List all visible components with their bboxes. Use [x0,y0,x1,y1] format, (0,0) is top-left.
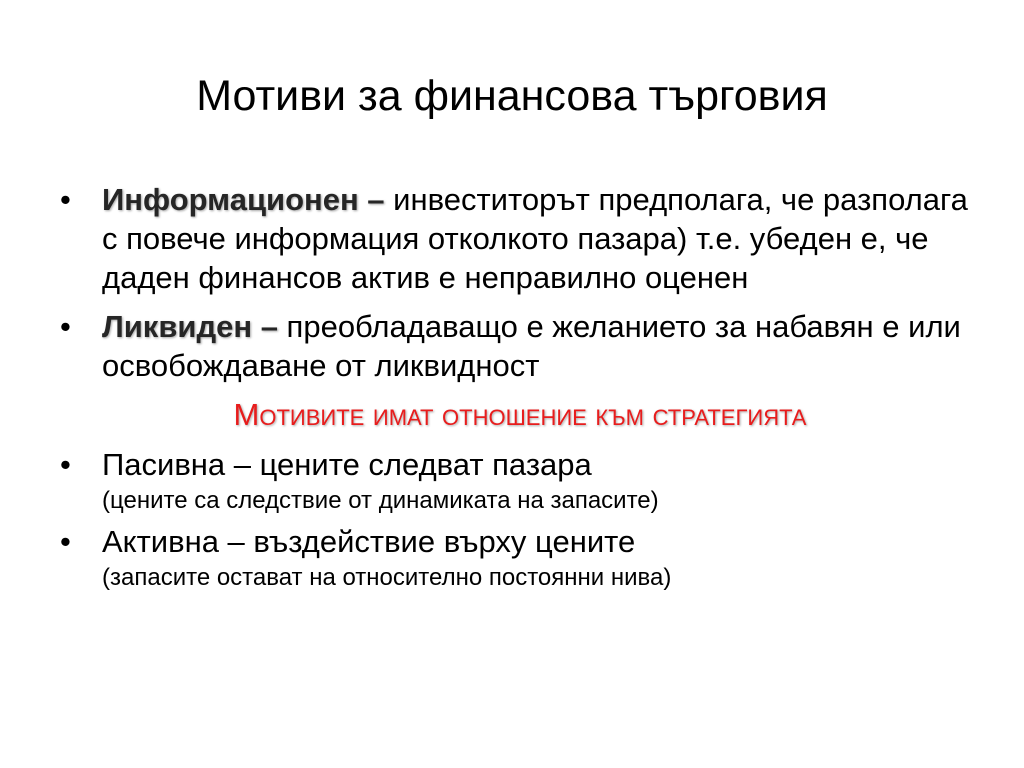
bullet-term: Ликвиден – [102,309,278,344]
bullet-text: инвеститорът предполага, че разполага с повече информация отколкото пазара) т.е. убеден е, че даден финансов актив е неправилно оценен [102,182,968,295]
slide-title: Мотиви за финансова търговия [196,72,828,120]
bullet-list [60,180,980,595]
bullet-text: преобладаващо е желанието за набавян е или освобождаване от ликвидност [102,309,961,383]
bullet-note: (запасите остават на относително постоянни нива) [102,564,672,591]
bullet-dot-icon: • [60,182,71,217]
bullet-dot-icon: • [60,447,71,482]
bullet-text: Пасивна – цените следват пазара [102,447,592,482]
bullet-term: Информационен – [102,182,385,217]
bullet-text: Активна – въздействие върху цените [102,524,636,559]
bullet-note: (цените са следствие от динамиката на запасите) [102,487,659,514]
highlight-statement: Мотивите имат отношение към стратегията [233,397,807,432]
bullet-dot-icon: • [60,524,71,559]
bullet-active [60,522,980,595]
bullet-liquidity [60,307,980,385]
bullet-dot-icon: • [60,309,71,344]
bullet-passive [60,445,980,518]
bullet-informational [60,180,980,297]
